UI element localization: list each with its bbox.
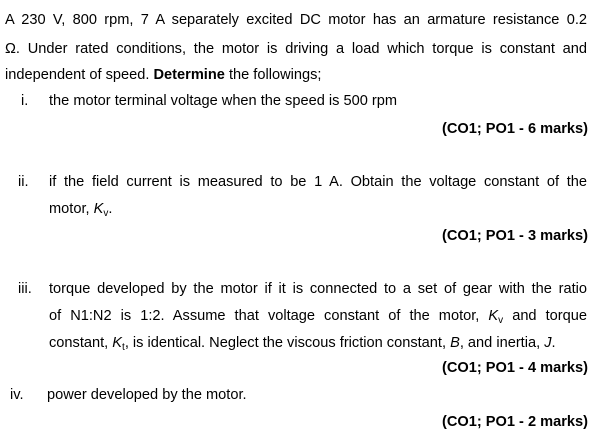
question-iii-marks: (CO1; PO1 - 4 marks): [442, 360, 588, 376]
question-iv-marks: (CO1; PO1 - 2 marks): [442, 414, 588, 430]
inertia-symbol: J: [544, 335, 552, 351]
question-iii-line-3: [49, 334, 556, 352]
intro-line-1: [5, 11, 587, 29]
question-number-ii: ii.: [18, 174, 29, 190]
question-ii-text-2-post: .: [108, 201, 113, 217]
voltage-constant-subscript: v: [498, 315, 504, 326]
question-iii-text-2-pre: of N1:N2 is 1:2. Assume that voltage constant of the motor,: [49, 308, 480, 324]
question-iii-line-1: [49, 280, 587, 298]
voltage-constant-symbol: K: [93, 201, 104, 217]
question-ii-marks: (CO1; PO1 - 3 marks): [442, 228, 588, 244]
intro-keyword-determine: Determine: [153, 67, 225, 83]
question-ii-line-2: [49, 200, 112, 218]
intro-text-2: Ω. Under rated conditions, the motor is driving a load which torque is constant and: [5, 41, 587, 57]
intro-line-3: [5, 66, 321, 84]
question-i-text: the motor terminal voltage when the speed is 500 rpm: [49, 93, 398, 109]
voltage-constant-subscript: v: [103, 208, 109, 219]
intro-line-2: [5, 40, 587, 58]
question-iii-line-2: [49, 307, 587, 325]
question-iii-text-3-mid: , is identical. Neglect the viscous friction constant,: [124, 335, 447, 351]
question-ii-text-1: if the field current is measured to be 1 A. Obtain the voltage constant of the: [49, 174, 587, 190]
question-iii-text-2-post: and torque: [512, 308, 587, 324]
question-i-line-1: [49, 92, 397, 110]
question-number-i: i.: [21, 93, 29, 109]
torque-constant-symbol: K: [112, 335, 123, 351]
question-ii-text-2-pre: motor,: [49, 201, 90, 217]
question-i-marks: (CO1; PO1 - 6 marks): [442, 121, 588, 137]
question-number-iii: iii.: [18, 281, 32, 297]
question-iv-line-1: [47, 386, 247, 404]
intro-text-1: A 230 V, 800 rpm, 7 A separately excited DC motor has an armature resistance 0.2: [5, 12, 587, 28]
torque-constant-subscript: t: [122, 342, 125, 353]
question-iv-text: power developed by the motor.: [47, 387, 247, 403]
question-ii-line-1: [49, 173, 587, 191]
intro-text-3-post: the followings;: [228, 67, 322, 83]
question-iii-text-3-pre: constant,: [49, 335, 109, 351]
voltage-constant-symbol: K: [488, 308, 499, 324]
question-number-iv: iv.: [10, 387, 24, 403]
question-iii-text-3-and: , and inertia,: [459, 335, 541, 351]
question-iii-text-1: torque developed by the motor if it is connected to a set of gear with the ratio: [49, 281, 587, 297]
viscous-friction-symbol: B: [450, 335, 460, 351]
question-iii-text-3-end: .: [551, 335, 556, 351]
intro-text-3-pre: independent of speed.: [5, 67, 150, 83]
